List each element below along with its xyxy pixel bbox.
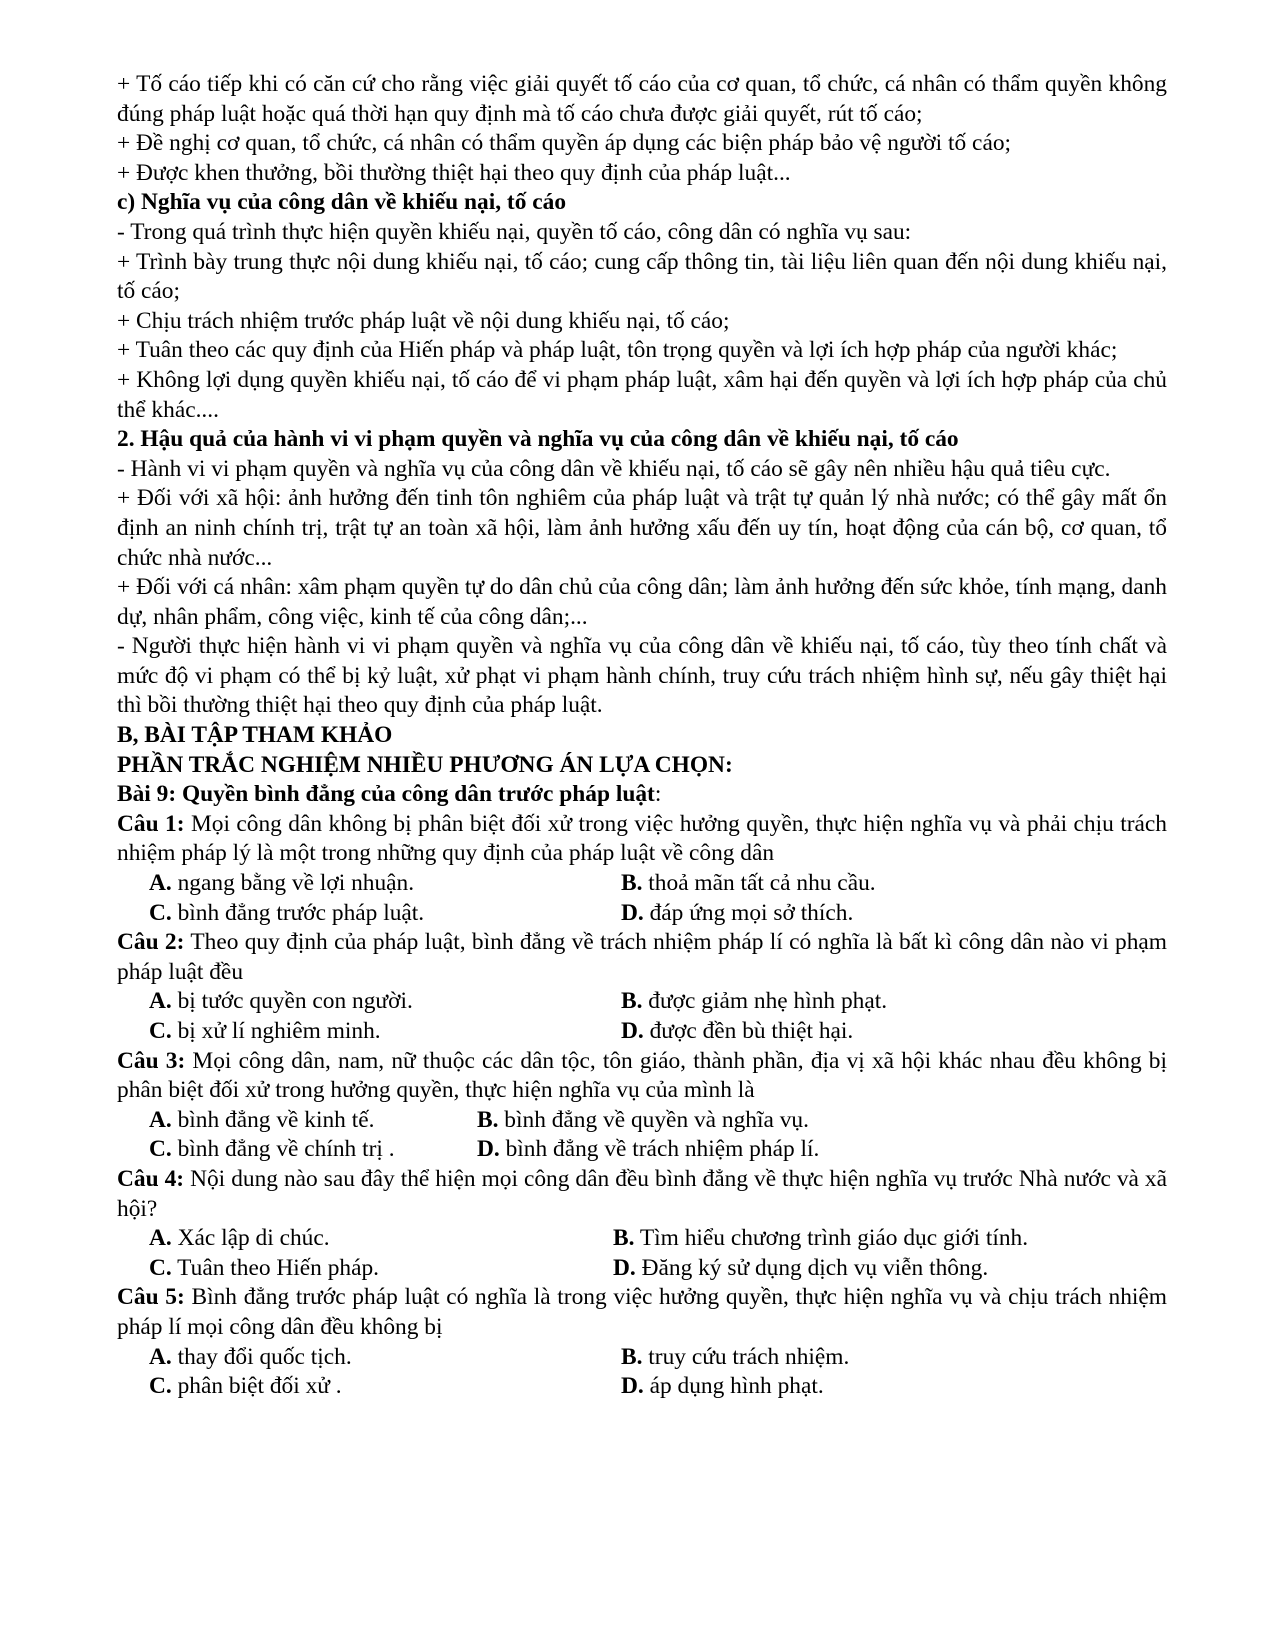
question-label: Câu 3: [117, 1047, 186, 1074]
exercises-section [117, 721, 1167, 1402]
option-key: D. [621, 899, 644, 926]
question [117, 1047, 1167, 1165]
options-row [117, 1254, 1167, 1284]
question-label: Câu 5: [117, 1284, 185, 1311]
lesson-title [117, 780, 1167, 810]
lesson-title-tail: : [654, 781, 662, 808]
lesson-title-bold: Bài 9: Quyền bình đẳng của công dân trước pháp luật [117, 781, 655, 808]
option-key: A. [149, 1106, 172, 1133]
question-stem [117, 810, 1167, 869]
question-stem [117, 1283, 1167, 1342]
part-heading: B, BÀI TẬP THAM KHẢO [117, 722, 393, 749]
option-text: thoả mãn tất cả nhu cầu. [642, 870, 876, 897]
option-key: C. [149, 1018, 172, 1044]
paragraph: + Đề nghị cơ quan, tổ chức, cá nhân có thẩm quyền áp dụng các biện pháp bảo vệ người tố cáo; [117, 130, 1012, 157]
option-key: C. [149, 1254, 172, 1281]
option-c[interactable] [117, 1254, 613, 1284]
question-text: Mọi công dân không bị phân biệt đối xử trong việc hưởng quyền, thực hiện nghĩa vụ và phải chịu trách nhiệm pháp lý là một trong những quy định của pháp luật về công dân [117, 810, 1167, 867]
question-text: Mọi công dân, nam, nữ thuộc các dân tộc, tôn giáo, thành phần, địa vị xã hội khác nhau đều không bị phân biệt đối xử trong hưởng quyền, thực hiện nghĩa vụ của mình là [117, 1047, 1167, 1104]
option-text: đáp ứng mọi sở thích. [643, 899, 854, 926]
options-row [117, 869, 1167, 899]
question-label: Câu 4: [117, 1165, 185, 1192]
option-text: truy cứu trách nhiệm. [642, 1343, 850, 1370]
option-key: D. [613, 1254, 636, 1281]
option-key: A. [149, 1343, 172, 1370]
option-a[interactable] [117, 1343, 621, 1373]
option-key: C. [149, 1136, 172, 1163]
options-row [117, 1135, 1167, 1165]
option-c[interactable] [117, 1372, 621, 1402]
option-key: B. [477, 1106, 499, 1133]
option-text: Đăng ký sử dụng dịch vụ viễn thông. [635, 1254, 989, 1281]
option-text: Tìm hiểu chương trình giáo dục giới tính. [634, 1225, 1029, 1252]
option-text: bình đẳng về kinh tế. [171, 1106, 375, 1133]
option-a[interactable] [117, 1106, 477, 1136]
document-page [117, 70, 1167, 1402]
question [117, 1165, 1167, 1283]
section-heading: c) Nghĩa vụ của công dân về khiếu nại, tố cáo [117, 189, 567, 216]
option-text: được giảm nhẹ hình phạt. [642, 988, 888, 1015]
option-text: bình đẳng về trách nhiệm pháp lí. [499, 1136, 820, 1163]
question-stem [117, 1165, 1167, 1224]
question [117, 928, 1167, 1046]
option-a[interactable] [117, 987, 621, 1017]
option-d[interactable] [477, 1135, 819, 1165]
paragraph: - Trong quá trình thực hiện quyền khiếu nại, quyền tố cáo, công dân có nghĩa vụ sau: [117, 218, 912, 245]
option-text: bình đẳng về chính trị . [171, 1136, 395, 1163]
question-stem [117, 928, 1167, 987]
question-label: Câu 2: [117, 929, 185, 956]
paragraph: + Đối với xã hội: ảnh hưởng đến tinh tôn nghiêm của pháp luật và trật tự quản lý nhà nước; có thể gây mất ổn định an ninh chính trị, trật tự an toàn xã hội, làm ảnh hưởng xấu đến uy tín, hoạt động của cán bộ, cơ quan, tổ chức nhà nước... [117, 485, 1167, 571]
option-d[interactable] [621, 1017, 853, 1047]
option-text: bình đẳng trước pháp luật. [171, 899, 425, 926]
question [117, 810, 1167, 928]
option-key: C. [149, 1373, 172, 1400]
rights-continuation [117, 70, 1167, 188]
question-text: Nội dung nào sau đây thể hiện mọi công dân đều bình đẳng về thực hiện nghĩa vụ trước Nhà nước và xã hội? [117, 1165, 1167, 1222]
consequences-section [117, 425, 1167, 721]
option-text: Xác lập di chúc. [171, 1225, 330, 1252]
option-d[interactable] [621, 1372, 824, 1402]
obligations-section [117, 188, 1167, 425]
paragraph: - Người thực hiện hành vi vi phạm quyền và nghĩa vụ của công dân về khiếu nại, tố cáo, tùy theo tính chất và mức độ vi phạm có thể bị kỷ luật, xử phạt vi phạm hành chính, truy cứu trách nhiệm hình sự, nếu gây thiệt hại thì bồi thường thiệt hại theo quy định của pháp luật. [117, 633, 1167, 719]
option-key: B. [621, 988, 643, 1015]
option-c[interactable] [117, 1135, 477, 1165]
option-text: áp dụng hình phạt. [643, 1373, 824, 1400]
option-text: được đền bù thiệt hại. [643, 1018, 854, 1044]
option-key: A. [149, 870, 172, 897]
option-text: ngang bằng về lợi nhuận. [171, 870, 415, 897]
paragraph: + Chịu trách nhiệm trước pháp luật về nội dung khiếu nại, tố cáo; [117, 307, 730, 334]
option-b[interactable] [621, 869, 876, 899]
question-text: Bình đẳng trước pháp luật có nghĩa là trong việc hưởng quyền, thực hiện nghĩa vụ và chịu trách nhiệm pháp lí mọi công dân đều không bị [117, 1284, 1167, 1340]
option-key: D. [621, 1373, 644, 1400]
options-row [117, 1372, 1167, 1402]
option-key: A. [149, 988, 172, 1015]
options-row [117, 1224, 1167, 1254]
option-key: B. [621, 1343, 643, 1370]
option-b[interactable] [621, 1343, 849, 1373]
option-b[interactable] [477, 1106, 809, 1136]
option-text: bị tước quyền con người. [171, 988, 413, 1015]
options-row [117, 899, 1167, 929]
section-heading: 2. Hậu quả của hành vi vi phạm quyền và nghĩa vụ của công dân về khiếu nại, tố cáo [117, 426, 959, 453]
options-row [117, 987, 1167, 1017]
paragraph: + Tuân theo các quy định của Hiến pháp và pháp luật, tôn trọng quyền và lợi ích hợp pháp của người khác; [117, 337, 1118, 364]
option-key: B. [621, 870, 643, 897]
option-key: B. [613, 1225, 635, 1252]
option-b[interactable] [621, 987, 887, 1017]
option-text: bình đẳng về quyền và nghĩa vụ. [498, 1106, 809, 1133]
option-key: D. [477, 1136, 500, 1163]
option-a[interactable] [117, 869, 621, 899]
question [117, 1283, 1167, 1401]
option-a[interactable] [117, 1224, 613, 1254]
option-d[interactable] [613, 1254, 988, 1284]
option-key: A. [149, 1225, 172, 1252]
options-row [117, 1343, 1167, 1373]
options-row [117, 1106, 1167, 1136]
paragraph: + Đối với cá nhân: xâm phạm quyền tự do dân chủ của công dân; làm ảnh hưởng đến sức khỏe, tính mạng, danh dự, nhân phẩm, công việc, kinh tế của công dân;... [117, 574, 1167, 630]
option-text: phân biệt đối xử . [171, 1373, 342, 1400]
question-text: Theo quy định của pháp luật, bình đẳng về trách nhiệm pháp lí có nghĩa là bất kì công dân nào vi phạm pháp luật đều [117, 929, 1167, 985]
paragraph: + Được khen thưởng, bồi thường thiệt hại theo quy định của pháp luật... [117, 159, 791, 186]
option-d[interactable] [621, 899, 853, 929]
option-text: Tuân theo Hiến pháp. [171, 1254, 380, 1281]
option-text: thay đổi quốc tịch. [171, 1343, 352, 1370]
option-b[interactable] [613, 1224, 1028, 1254]
part-subheading: PHẦN TRẮC NGHIỆM NHIỀU PHƯƠNG ÁN LỰA CHỌN: [117, 751, 733, 778]
option-key: C. [149, 899, 172, 926]
question-stem [117, 1047, 1167, 1106]
option-c[interactable] [117, 1017, 621, 1047]
paragraph: + Không lợi dụng quyền khiếu nại, tố cáo để vi phạm pháp luật, xâm hại đến quyền và lợi ích hợp pháp của chủ thể khác.... [117, 366, 1167, 423]
paragraph: + Tố cáo tiếp khi có căn cứ cho rằng việc giải quyết tố cáo của cơ quan, tổ chức, cá nhân có thẩm quyền không đúng pháp luật hoặc quá thời hạn quy định mà tố cáo chưa được giải quyết, rút tố cáo; [117, 71, 1167, 127]
option-key: D. [621, 1018, 644, 1044]
paragraph: - Hành vi vi phạm quyền và nghĩa vụ của công dân về khiếu nại, tố cáo sẽ gây nên nhiều hậu quả tiêu cực. [117, 455, 1111, 482]
options-row [117, 1017, 1167, 1047]
option-c[interactable] [117, 899, 621, 929]
question-label: Câu 1: [117, 810, 185, 837]
paragraph: + Trình bày trung thực nội dung khiếu nại, tố cáo; cung cấp thông tin, tài liệu liên quan đến nội dung khiếu nại, tố cáo; [117, 248, 1167, 305]
option-text: bị xử lí nghiêm minh. [171, 1018, 381, 1044]
